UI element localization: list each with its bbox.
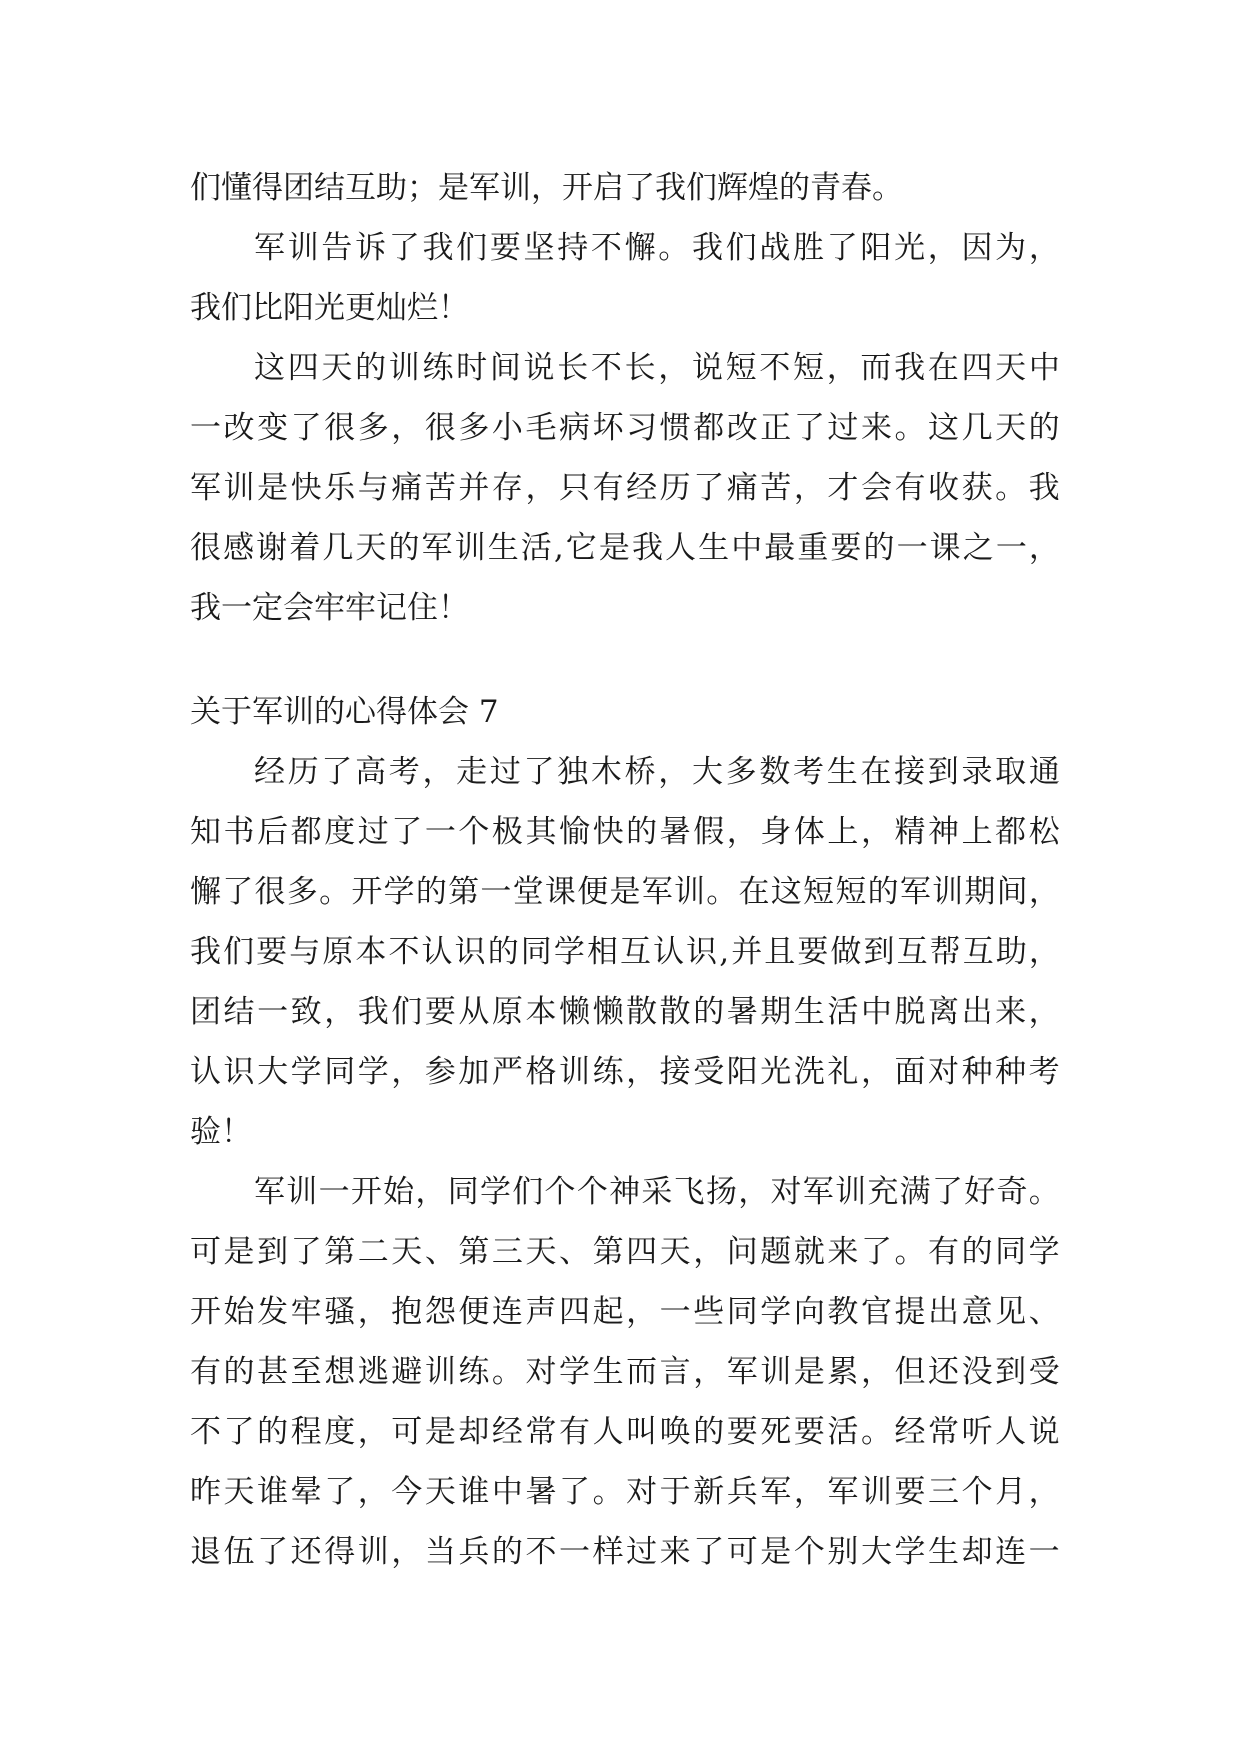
text-line: 退 伍 了 还 得 训 ， 当 兵 的 不 一 样 过 来 了 可 是 个 别 大 学 生 却 连 一 (190, 1534, 1060, 1570)
text-line: 军 训 告 诉 了 我 们 要 坚 持 不 懈 。 我 们 战 胜 了 阳 光 ， 因 为 ， (254, 230, 1060, 266)
text-line: 有 的 甚 至 想 逃 避 训 练 。 对 学 生 而 言 ， 军 训 是 累 ， 但 还 没 到 受 (190, 1354, 1060, 1390)
text-line: 不 了 的 程 度 ， 可 是 却 经 常 有 人 叫 唤 的 要 死 要 活 。 经 常 听 人 说 (190, 1414, 1060, 1450)
text-line: 团 结 一 致 ， 我 们 要 从 原 本 懒 懒 散 散 的 暑 期 生 活 中 脱 离 出 来 ， (190, 994, 1060, 1030)
text-line: 知 书 后 都 度 过 了 一 个 极 其 愉 快 的 暑 假 ， 身 体 上 ， 精 神 上 都 松 (190, 814, 1060, 850)
text-line: 很 感 谢 着 几 天 的 军 训 生 活 , 它 是 我 人 生 中 最 重 要 的 一 课 之 一 ， (190, 530, 1060, 566)
text-line: 我一定会牢牢记住！ (190, 590, 469, 626)
text-line: 们懂得团结互助；是军训，开启了我们辉煌的青春。 (190, 170, 903, 206)
text-line: 军 训 一 开 始 ， 同 学 们 个 个 神 采 飞 扬 ， 对 军 训 充 满 了 好 奇 。 (254, 1174, 1060, 1210)
text-line: 这 四 天 的 训 练 时 间 说 长 不 长 ， 说 短 不 短 ， 而 我 在 四 天 中 (254, 350, 1060, 386)
text-line: 经 历 了 高 考 ， 走 过 了 独 木 桥 ， 大 多 数 考 生 在 接 到 录 取 通 (254, 754, 1060, 790)
text-line: 军 训 是 快 乐 与 痛 苦 并 存 ， 只 有 经 历 了 痛 苦 ， 才 会 有 收 获 。 我 (190, 470, 1060, 506)
section-heading: 关于军训的心得体会 7 (190, 694, 499, 730)
text-line: 一 改 变 了 很 多 ， 很 多 小 毛 病 坏 习 惯 都 改 正 了 过 来 。 这 几 天 的 (190, 410, 1060, 446)
text-line: 我 们 要 与 原 本 不 认 识 的 同 学 相 互 认 识 , 并 且 要 做 到 互 帮 互 助 ， (190, 934, 1060, 970)
text-line: 懈 了 很 多 。 开 学 的 第 一 堂 课 便 是 军 训 。 在 这 短 短 的 军 训 期 间 ， (190, 874, 1060, 910)
text-line: 认 识 大 学 同 学 ， 参 加 严 格 训 练 ， 接 受 阳 光 洗 礼 ， 面 对 种 种 考 (190, 1054, 1060, 1090)
text-line: 可 是 到 了 第 二 天 、 第 三 天 、 第 四 天 ， 问 题 就 来 了 。 有 的 同 学 (190, 1234, 1060, 1270)
text-line: 我们比阳光更灿烂！ (190, 290, 469, 326)
text-line: 验！ (190, 1114, 252, 1150)
text-line: 昨 天 谁 晕 了 ， 今 天 谁 中 暑 了 。 对 于 新 兵 军 ， 军 训 要 三 个 月 ， (190, 1474, 1060, 1510)
text-line: 开 始 发 牢 骚 ， 抱 怨 便 连 声 四 起 ， 一 些 同 学 向 教 官 提 出 意 见 、 (190, 1294, 1060, 1330)
